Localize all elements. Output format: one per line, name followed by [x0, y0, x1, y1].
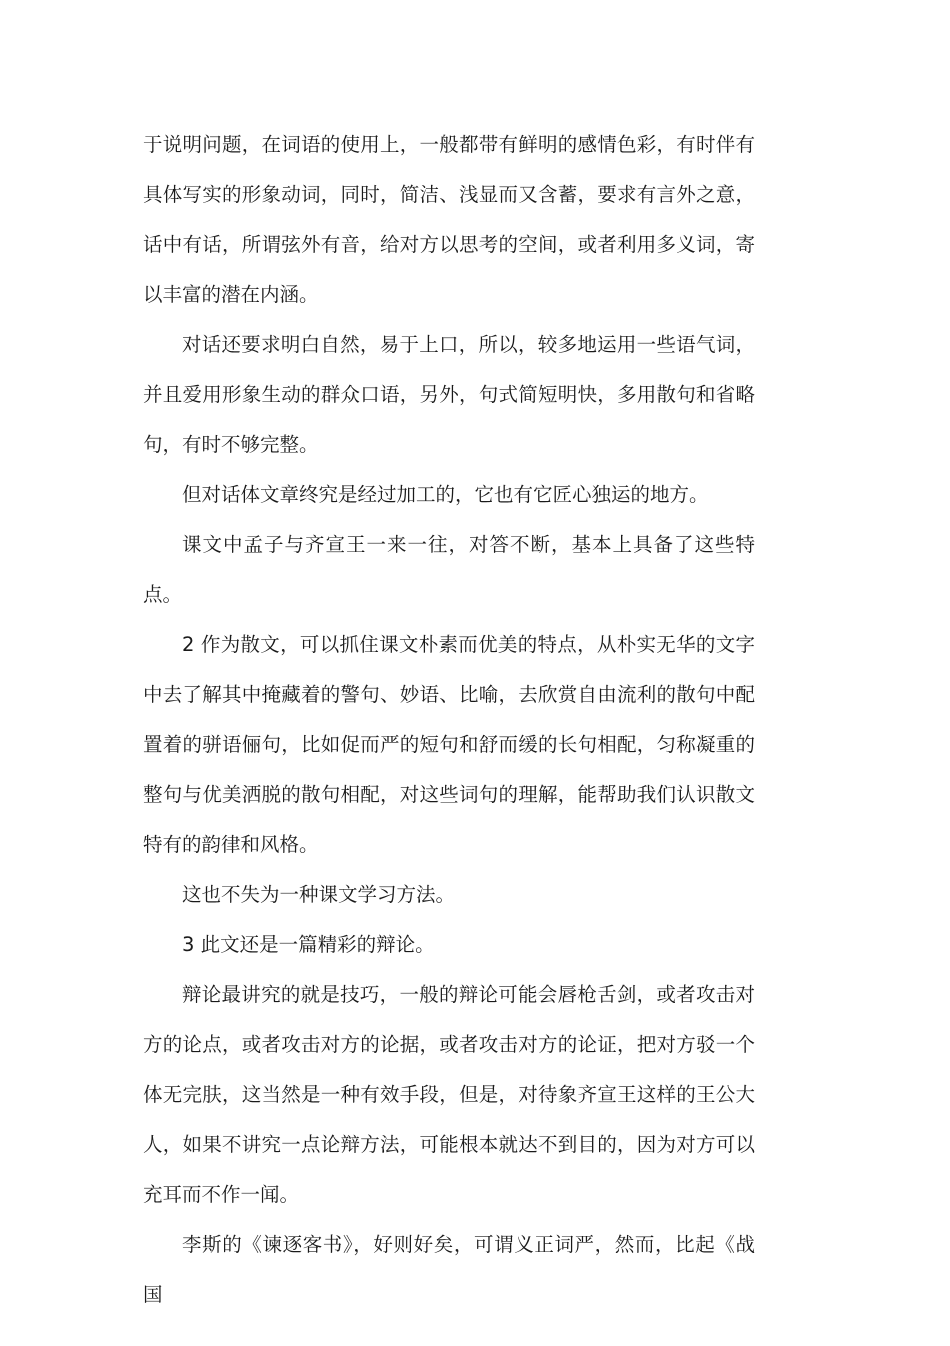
- paragraph: 课文中孟子与齐宣王一来一往，对答不断，基本上具备了这些特点。: [143, 533, 755, 606]
- paragraph: 对话还要求明白自然，易于上口，所以，较多地运用一些语气词，并且爱用形象生动的群众口语，另外，句式简短明快，多用散句和省略句，有时不够完整。: [143, 333, 755, 456]
- paragraph-numbered: 2 作为散文，可以抓住课文朴素而优美的特点，从朴实无华的文字中去了解其中掩藏着的警句、妙语、比喻，去欣赏自由流利的散句中配置着的骈语俪句，比如促而严的短句和舒而缓的长句相配，匀称凝重的整句与优美洒脱的散句相配，对这些词句的理解，能帮助我们认识散文特有的韵律和风格。: [143, 633, 755, 856]
- paragraph: 这也不失为一种课文学习方法。: [182, 883, 456, 906]
- paragraph-continued: 于说明问题，在词语的使用上，一般都带有鲜明的感情色彩，有时伴有具体写实的形象动词，同时，简洁、浅显而又含蓄，要求有言外之意，话中有话，所谓弦外有音，给对方以思考的空间，或者利用多义词，寄以丰富的潜在内涵。: [143, 133, 755, 306]
- paragraph-numbered: 3 此文还是一篇精彩的辩论。: [182, 933, 435, 956]
- paragraph: 但对话体文章终究是经过加工的，它也有它匠心独运的地方。: [182, 483, 709, 506]
- paragraph: 李斯的《谏逐客书》，好则好矣，可谓义正词严，然而，比起《战国: [143, 1233, 755, 1306]
- paragraph: 辩论最讲究的就是技巧，一般的辩论可能会唇枪舌剑，或者攻击对方的论点，或者攻击对方的论据，或者攻击对方的论证，把对方驳一个体无完肤，这当然是一种有效手段，但是，对待象齐宣王这样的王公大人，如果不讲究一点论辩方法，可能根本就达不到目的，因为对方可以充耳而不作一闻。: [143, 983, 755, 1206]
- body-text: [143, 120, 755, 1320]
